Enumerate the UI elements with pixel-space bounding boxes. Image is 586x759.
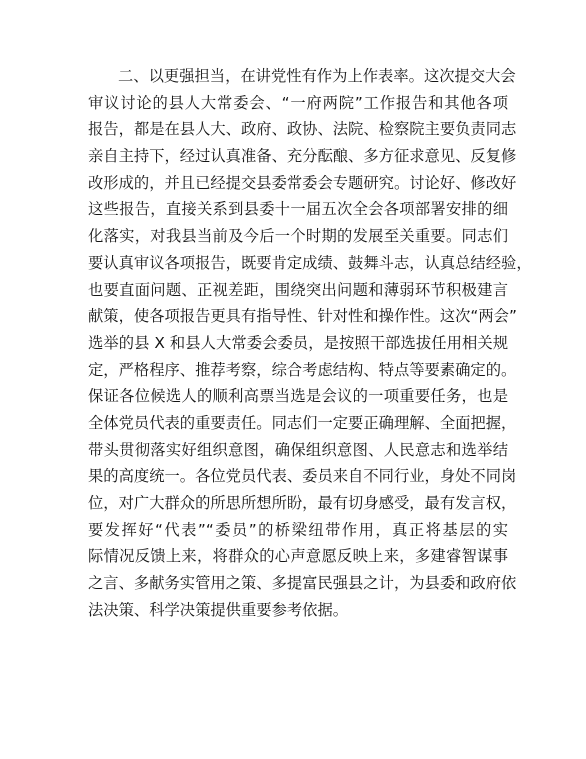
paragraph-line: 保证各位候选人的顺利高票当选是会议的一项重要任务，也是 (88, 387, 508, 406)
paragraph-line: 要认真审议各项报告，既要肯定成绩、鼓舞斗志，认真总结经验， (88, 253, 532, 272)
paragraph-line: 献策，使各项报告更具有指导性、针对性和操作性。这次“两会” (88, 307, 517, 326)
paragraph-line: 改形成的，并且已经提交县委常委会专题研究。讨论好、修改好 (88, 173, 517, 192)
paragraph-line: 这些报告，直接关系到县委十一届五次全会各项部署安排的细 (88, 200, 508, 219)
paragraph-line: 全体党员代表的重要责任。同志们一定要正确理解、全面把握， (88, 413, 517, 432)
paragraph-line: 法决策、科学决策提供重要参考依据。 (88, 600, 349, 619)
paragraph-line: 位，对广大群众的所思所想所盼，最有切身感受，最有发言权， (88, 494, 517, 512)
paragraph-line: 选举的县 X 和县人大常委会委员，是按照干部选拔任用相关规 (88, 333, 508, 352)
paragraph-line: 化落实，对我县当前及今后一个时期的发展至关重要。同志们 (88, 227, 508, 246)
paragraph-line: 之言、多献务实管用之策、多提富民强县之计，为县委和政府依 (88, 574, 517, 593)
paragraph-line: 亲自主持下，经过认真准备、充分酝酿、多方征求意见、反复修 (88, 147, 517, 166)
paragraph-line: 也要直面问题、正视差距，围绕突出问题和薄弱环节积极建言 (88, 280, 508, 299)
paragraph-line: 审议讨论的县人大常委会、“一府两院”工作报告和其他各项 (88, 93, 508, 112)
paragraph-line: 际情况反馈上来，将群众的心声意愿反映上来，多建睿智谋事 (88, 547, 508, 566)
paragraph-line: 定，严格程序、推荐考察，综合考虑结构、特点等要素确定的。 (88, 360, 517, 379)
paragraph-line: 要发挥好“代表”“委员”的桥梁纽带作用，真正将基层的实 (88, 520, 508, 539)
paragraph-line: 二、以更强担当，在讲党性有作为上作表率。这次提交大会 (118, 67, 516, 85)
body-paragraph (88, 63, 532, 623)
paragraph-line: 报告，都是在县人大、政府、政协、法院、检察院主要负责同志 (88, 120, 517, 139)
paragraph-line: 果的高度统一。各位党员代表、委员来自不同行业，身处不同岗 (88, 467, 517, 486)
paragraph-line: 带头贯彻落实好组织意图，确保组织意图、人民意志和选举结 (88, 440, 508, 459)
